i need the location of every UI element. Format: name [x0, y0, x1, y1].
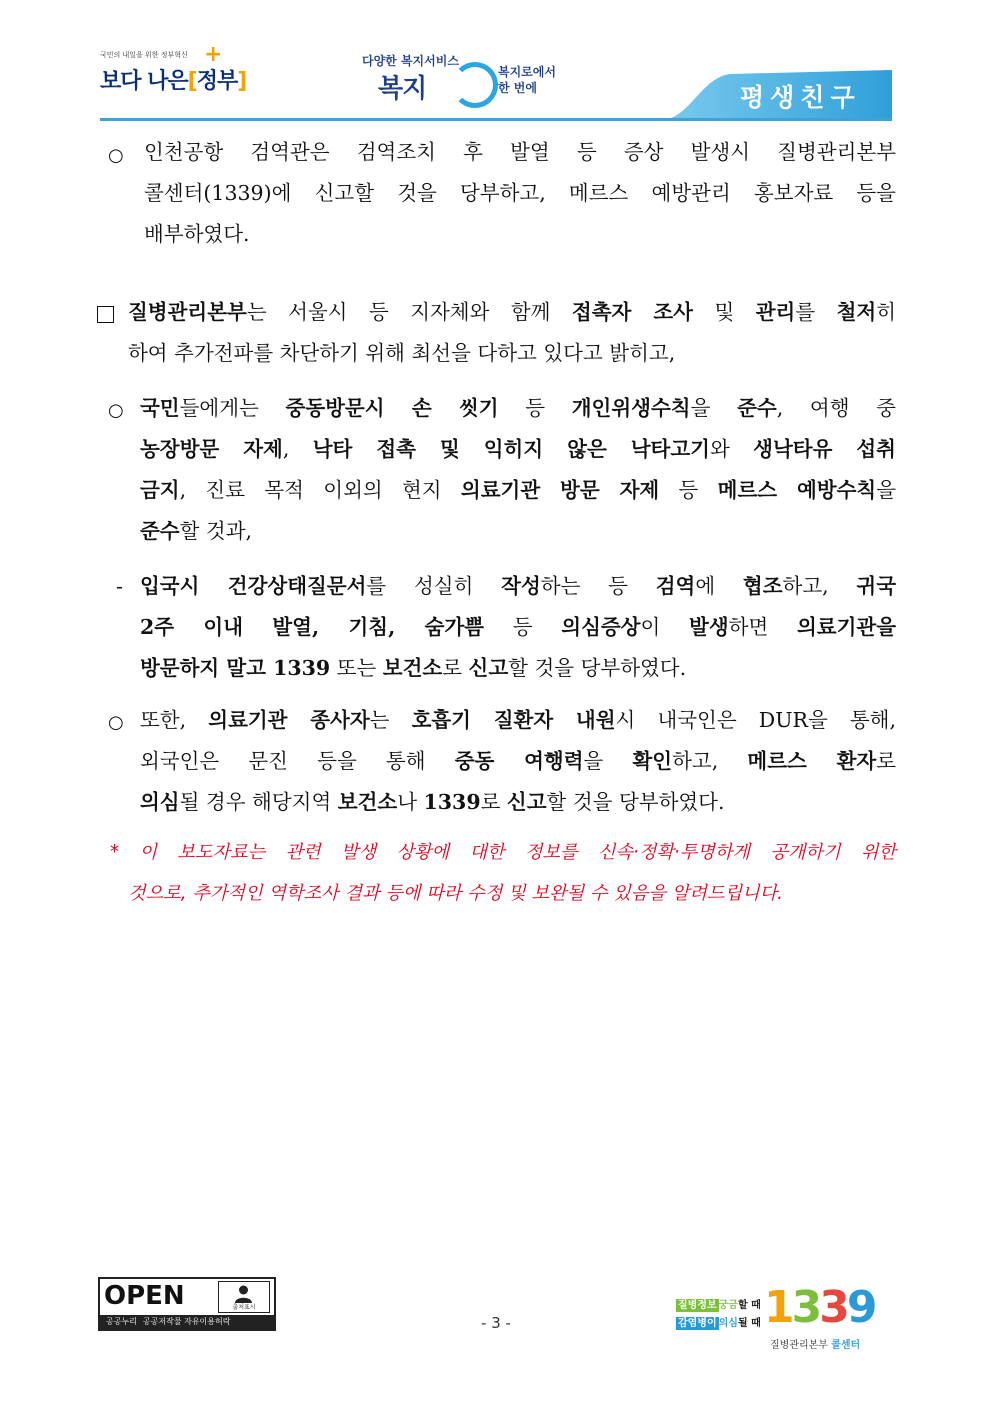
circle-bullet-icon: ○ [108, 145, 124, 166]
bold-text: 방문하지 말고 1339 [140, 656, 331, 680]
plain-text: 을 [583, 749, 633, 773]
text-line: 배부하였다. [144, 222, 250, 246]
bold-text: 의료기관을 [796, 615, 896, 639]
cc-suffix-2: 될 때 [737, 1318, 761, 1329]
disclaimer-note [110, 832, 896, 914]
rich-line [140, 782, 896, 823]
plain-text: 할 것을 당부하였다. [508, 656, 687, 680]
bold-text: 작성 [501, 574, 541, 598]
plain-text: 또는 [330, 656, 383, 680]
bold-text: 중동방문시 손 씻기 [285, 396, 499, 420]
bold-text: 생낙타유 섭취 [753, 437, 896, 461]
plain-text: 할 것과, [179, 519, 253, 543]
plain-text: , [282, 437, 313, 461]
circle-bullet-icon: ○ [108, 712, 124, 733]
callcenter-row-1 [676, 1296, 761, 1311]
plain-text: 로 [876, 749, 897, 773]
cc-digit: 3 [791, 1282, 820, 1333]
page-header [0, 0, 992, 125]
plain-text: 를 성실히 [366, 574, 502, 598]
page-number: - 3 - [481, 1314, 511, 1332]
bold-text: 확인 [632, 749, 673, 773]
banner-text: 평생친구 [740, 83, 861, 112]
logo-bracket: [ [187, 69, 197, 94]
logo-text-1: 보다 나은 [100, 69, 188, 94]
square-bullet-icon [97, 306, 114, 323]
cc-digits [764, 1282, 875, 1333]
plain-text: 하면 [728, 615, 797, 639]
lifelong-friend-banner [660, 70, 892, 120]
cc-caption-2: 콜센터 [831, 1340, 861, 1351]
plain-text: 하는 등 [540, 574, 656, 598]
plain-text: 등 [498, 396, 572, 420]
bold-text: 보건소 [337, 790, 398, 814]
bokjiro-side-2: 한 번에 [498, 81, 537, 95]
bold-text: 의료기관 종사자 [208, 708, 370, 732]
plain-text: 나 [397, 790, 424, 814]
better-government-logo [100, 42, 247, 106]
person-icon [218, 1281, 270, 1313]
bokjiro-side-text [498, 64, 556, 96]
bold-text: 귀국 [856, 574, 897, 598]
rich-line [140, 741, 896, 782]
text-line: 하여 추가전파를 차단하기 위해 최선을 다하고 있다고 밝히고, [128, 341, 676, 365]
plain-text: 히 [876, 300, 896, 324]
rich-line [140, 607, 896, 648]
bokjiro-wordmark: 복지 [378, 74, 427, 104]
plain-text: 또한, [140, 708, 209, 732]
plain-text: 하고, [672, 749, 748, 773]
bold-text: 1339 [423, 790, 481, 814]
rich-line [140, 388, 896, 429]
plain-text: 및 [693, 300, 756, 324]
rich-line [128, 292, 896, 333]
rich-line [140, 700, 896, 741]
rich-line [140, 511, 896, 552]
bold-text: 준수 [737, 396, 777, 420]
plain-text: 로 [442, 656, 469, 680]
bold-text: 의심 [140, 790, 180, 814]
bold-text: 철저 [836, 300, 877, 324]
callcenter-1339-logo [676, 1284, 892, 1356]
note-line: 것으로, 추가적인 역학조사 결과 등에 따라 수정 및 보완될 수 있음을 알려드립니다. [128, 883, 783, 904]
rich-line [140, 429, 896, 470]
circle-bullet-icon: ○ [108, 400, 124, 421]
plain-text: 을 [690, 396, 738, 420]
text-line: 콜센터(1339)에 신고할 것을 당부하고, 메르스 예방관리 홍보자료 등을 [144, 181, 896, 205]
bold-text: 국민 [140, 396, 180, 420]
plain-text: 할 것을 당부하였다. [546, 790, 725, 814]
bold-text: 메르스 예방수칙 [717, 478, 877, 502]
cc-digit: 3 [819, 1282, 847, 1333]
logo-tagline: 국민의 내일을 위한 정부혁신 [100, 51, 188, 59]
person-glyph [219, 1284, 268, 1304]
plain-text: 등 [659, 478, 718, 502]
bokjiro-tagline: 다양한 복지서비스 [362, 54, 459, 68]
bold-text: 준수 [140, 519, 180, 543]
rich-line [140, 566, 896, 607]
bold-text: 관리 [755, 300, 796, 324]
cc-caption-1: 질병관리본부 [770, 1340, 828, 1351]
bold-text: 의심증상 [561, 615, 641, 639]
kogl-open-badge [98, 1277, 276, 1331]
logo-wordmark [100, 64, 246, 95]
bold-text: 접촉자 조사 [571, 300, 693, 324]
strip-text-2: 공공저작물 자유이용허락 [142, 1317, 231, 1326]
cc-suffix-1: 할 때 [737, 1300, 761, 1311]
plain-text: 는 서울시 등 지자체와 함께 [246, 300, 572, 324]
bold-text: 금지 [140, 478, 180, 502]
strip-text-1: 공공누리 [106, 1317, 137, 1326]
rich-line [140, 648, 896, 689]
plain-text: 하고, [782, 574, 857, 598]
bold-text: 중동 여행력 [454, 749, 584, 773]
bold-text: 신고 [468, 656, 509, 680]
header-rule [100, 118, 892, 121]
bold-text: 검역 [655, 574, 696, 598]
paragraph-kcdc [128, 292, 896, 374]
rich-line [140, 470, 896, 511]
text-line: 인천공항 검역관은 검역조치 후 발열 등 증상 발생시 질병관리본부 [144, 140, 896, 164]
bold-text: 협조 [742, 574, 783, 598]
bold-text: 농장방문 자제 [140, 437, 283, 461]
plain-text: , 진료 목적 이외의 현지 [179, 478, 461, 502]
bold-text: 질병관리본부 [128, 300, 247, 324]
callcenter-row-2 [676, 1314, 761, 1329]
dash-marker: - [116, 574, 123, 598]
plain-text: , 여행 중 [776, 396, 896, 420]
cc-digit: 9 [846, 1282, 875, 1333]
note-line: * 이 보도자료는 관련 발생 상황에 대한 정보를 신속·정확·투명하게 공개하기 위한 [110, 842, 896, 863]
plain-text: 들에게는 [179, 396, 286, 420]
plain-text: 시 내국인은 DUR을 통해, [615, 708, 896, 732]
plain-text: 로 [480, 790, 507, 814]
plus-icon: + [204, 42, 223, 67]
plain-text: 될 경우 해당지역 [179, 790, 338, 814]
plain-text: 와 [709, 437, 754, 461]
bold-text: 낙타 접촉 및 익히지 않은 낙타고기 [312, 437, 710, 461]
bokjiro-logo [360, 52, 600, 112]
cc-caption [770, 1336, 860, 1351]
bold-text: 의료기관 방문 자제 [460, 478, 660, 502]
bold-text: 보건소 [382, 656, 443, 680]
open-wordmark: OPEN [104, 1281, 185, 1311]
plain-text: 에 [695, 574, 743, 598]
plain-text: 외국인은 문진 등을 통해 [140, 749, 455, 773]
bold-text: 발생 [689, 615, 729, 639]
kogl-strip [100, 1315, 274, 1329]
cc-digit: 1 [764, 1282, 792, 1333]
paragraph-quarantine [144, 132, 896, 255]
paragraph-citizens [140, 388, 896, 552]
cc-keyword-1: 궁금 [718, 1300, 738, 1311]
bold-text: 개인위생수칙 [571, 396, 691, 420]
plain-text: 이 [640, 615, 690, 639]
bold-text: 신고 [506, 790, 547, 814]
bokjiro-side-1: 복지로에서 [498, 65, 556, 79]
paragraph-entry [140, 566, 896, 689]
logo-text-2: 정부 [196, 69, 238, 94]
bold-text: 2주 이내 발열, 기침, 숨가쁨 [140, 615, 484, 639]
logo-bracket-close: ] [237, 69, 247, 94]
plain-text: 등 [483, 615, 562, 639]
attribution-label: 출처표시 [232, 1304, 256, 1311]
cc-tag-1: 질병정보 [678, 1300, 717, 1311]
bold-text: 호흡기 질환자 내원 [411, 708, 616, 732]
plain-text: 는 [369, 708, 412, 732]
cc-tag-2: 감염병이 [678, 1318, 717, 1329]
bold-text: 입국시 건강상태질문서 [140, 574, 367, 598]
bold-text: 메르스 환자 [747, 749, 877, 773]
plain-text: 을 [876, 478, 897, 502]
swirl-icon [452, 62, 498, 108]
paragraph-medical [140, 700, 896, 823]
plain-text: 를 [795, 300, 837, 324]
cc-keyword-2: 의심 [718, 1318, 738, 1329]
